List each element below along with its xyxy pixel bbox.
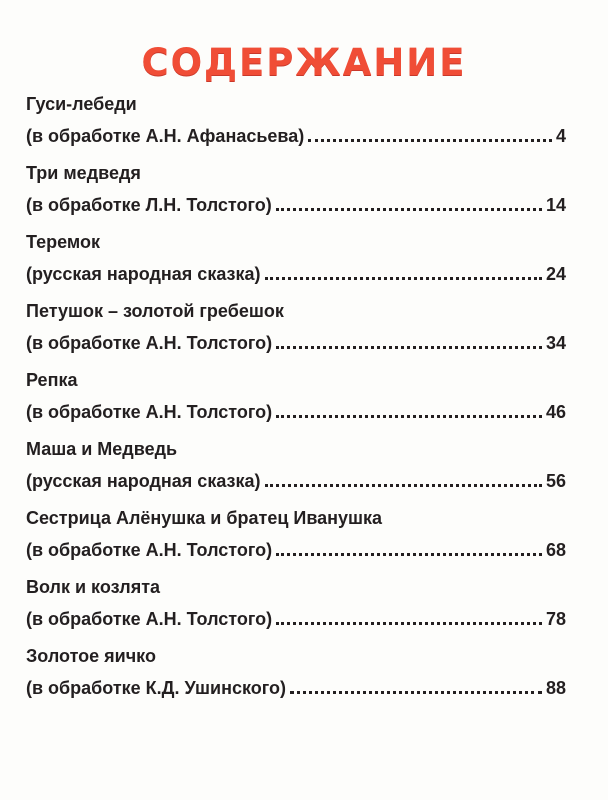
toc-entry-subtitle: (русская народная сказка) — [26, 264, 261, 284]
toc-entry-title: Репка — [26, 370, 78, 390]
toc-entry-title: Теремок — [26, 232, 100, 252]
toc-entry-details — [26, 400, 566, 424]
toc-entry-subtitle: (в обработке А.Н. Толстого) — [26, 402, 273, 422]
toc-entry-subtitle: (в обработке А.Н. Толстого) — [26, 609, 273, 629]
dot-leader — [276, 553, 542, 556]
toc-entry-page-number: 14 — [545, 195, 566, 215]
toc-entry-details — [26, 607, 566, 631]
toc-entry-details — [26, 124, 566, 148]
toc-entry[interactable] — [26, 161, 566, 230]
toc-entry-subtitle: (русская народная сказка) — [26, 471, 261, 491]
dot-leader — [308, 139, 552, 142]
toc-entry[interactable] — [26, 230, 566, 299]
toc-entry[interactable] — [26, 299, 566, 368]
toc-entry[interactable] — [26, 575, 566, 644]
table-of-contents — [26, 92, 566, 713]
dot-leader — [265, 277, 542, 280]
toc-entry-page-number: 88 — [545, 678, 566, 698]
toc-entry-details — [26, 469, 566, 493]
toc-entry-title: Маша и Медведь — [26, 439, 178, 459]
toc-entry-subtitle: (в обработке Л.Н. Толстого) — [26, 195, 272, 215]
toc-entry-details — [26, 193, 566, 217]
toc-entry-title: Волк и козлята — [26, 577, 161, 597]
toc-entry-subtitle: (в обработке А.Н. Афанасьева) — [26, 126, 305, 146]
toc-entry-page-number: 46 — [545, 402, 566, 422]
dot-leader — [290, 691, 542, 694]
toc-entry-page-number: 24 — [545, 264, 566, 284]
toc-entry-title: Сестрица Алёнушка и братец Иванушка — [26, 508, 383, 528]
dot-leader — [276, 415, 542, 418]
dot-leader — [276, 622, 542, 625]
toc-entry-page-number: 34 — [545, 333, 566, 353]
toc-entry-title: Золотое яичко — [26, 646, 156, 666]
toc-entry-details — [26, 538, 566, 562]
toc-entry-page-number: 56 — [545, 471, 566, 491]
toc-entry-subtitle: (в обработке А.Н. Толстого) — [26, 540, 273, 560]
toc-entry[interactable] — [26, 368, 566, 437]
toc-entry[interactable] — [26, 92, 566, 161]
toc-entry-page-number: 68 — [545, 540, 566, 560]
toc-entry[interactable] — [26, 437, 566, 506]
page-title: СОДЕРЖАНИЕ — [141, 41, 467, 84]
toc-entry-details — [26, 262, 566, 286]
toc-entry-details — [26, 331, 566, 355]
dot-leader — [276, 208, 542, 211]
toc-entry-subtitle: (в обработке К.Д. Ушинского) — [26, 678, 286, 698]
toc-entry[interactable] — [26, 506, 566, 575]
toc-entry-title: Петушок – золотой гребешок — [26, 301, 284, 321]
toc-entry[interactable] — [26, 644, 566, 713]
toc-entry-details — [26, 676, 566, 700]
dot-leader — [265, 484, 542, 487]
toc-entry-title: Гуси-лебеди — [26, 94, 137, 114]
dot-leader — [276, 346, 542, 349]
toc-entry-subtitle: (в обработке А.Н. Толстого) — [26, 333, 273, 353]
toc-entry-page-number: 4 — [555, 126, 566, 146]
toc-entry-title: Три медведя — [26, 163, 141, 183]
toc-entry-page-number: 78 — [545, 609, 566, 629]
